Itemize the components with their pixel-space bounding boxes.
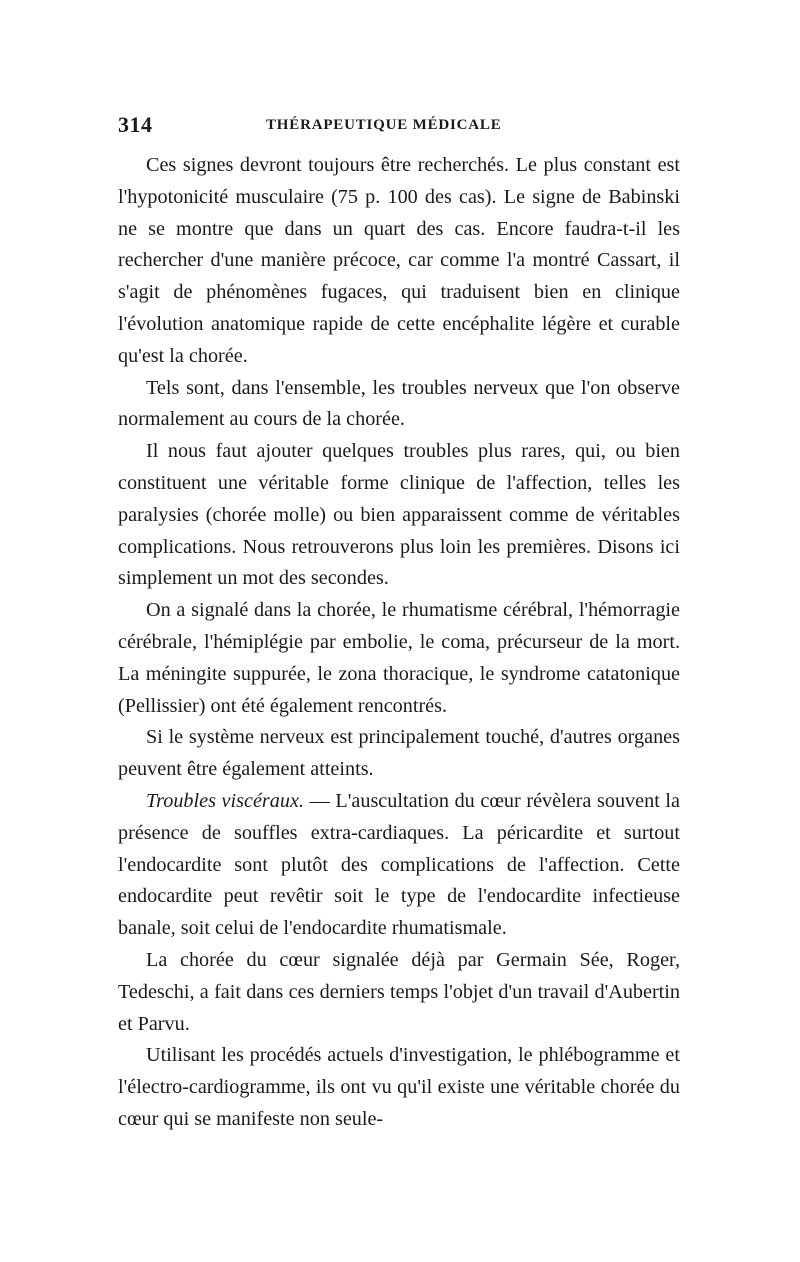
paragraph-rare-troubles: Il nous faut ajouter quelques troubles plus rares, qui, ou bien constituent une véritable forme clinique de l'affection, telles les paralysies (chorée molle) ou bien apparaissent comme de véritables complications. Nous retrouverons plus loin les premières. Disons ici simplement un mot des secondes. [118, 440, 680, 590]
paragraph-visceral [118, 786, 680, 945]
page-number: 314 [118, 112, 153, 137]
running-head [118, 112, 680, 142]
book-page [118, 112, 680, 1136]
running-title: THÉRAPEUTIQUE MÉDICALE [266, 117, 502, 133]
paragraph-investigation: Utilisant les procédés actuels d'investigation, le phlébogramme et l'électro-cardiogramme, ils ont vu qu'il existe une véritable chorée du cœur qui se manifeste non seule- [118, 1044, 680, 1130]
paragraph-heart-chorea: La chorée du cœur signalée déjà par Germain Sée, Roger, Tedeschi, a fait dans ces derniers temps l'objet d'un travail d'Aubertin et Parvu. [118, 948, 680, 1035]
paragraph-complications: On a signalé dans la chorée, le rhumatisme cérébral, l'hémorragie cérébrale, l'hémiplégie par embolie, le coma, précurseur de la mort. La méningite suppurée, le zona thoracique, le syndrome catatonique (Pellissier) ont été également rencontrés. [118, 599, 680, 717]
paragraph-nervous-troubles: Tels sont, dans l'ensemble, les troubles nerveux que l'on observe normalement au cours de la chorée. [118, 376, 680, 431]
paragraph-signs: Ces signes devront toujours être recherchés. Le plus constant est l'hypotonicité musculaire (75 p. 100 des cas). Le signe de Babinski ne se montre que dans un quart des cas. Encore faudra-t-il les rechercher d'une manière précoce, car comme l'a montré Cassart, il s'agit de phénomènes fugaces, qui traduisent bien en clinique l'évolution anatomique rapide de cette encéphalite légère et curable qu'est la chorée. [118, 154, 680, 367]
visceral-text: — L'auscultation du cœur révèlera souvent la présence de souffles extra-cardiaques. La péricardite et surtout l'endocardite sont plutôt des complications de l'affection. Cette endocardite peut revêtir soit le type de l'endocardite infectieuse banale, soit celui de l'endocardite rhumatismale. [118, 789, 681, 940]
paragraph-other-organs: Si le système nerveux est principalement touché, d'autres organes peuvent être également atteints. [118, 726, 680, 781]
body-text [118, 150, 680, 1136]
visceral-heading: Troubles viscéraux. [146, 789, 304, 812]
